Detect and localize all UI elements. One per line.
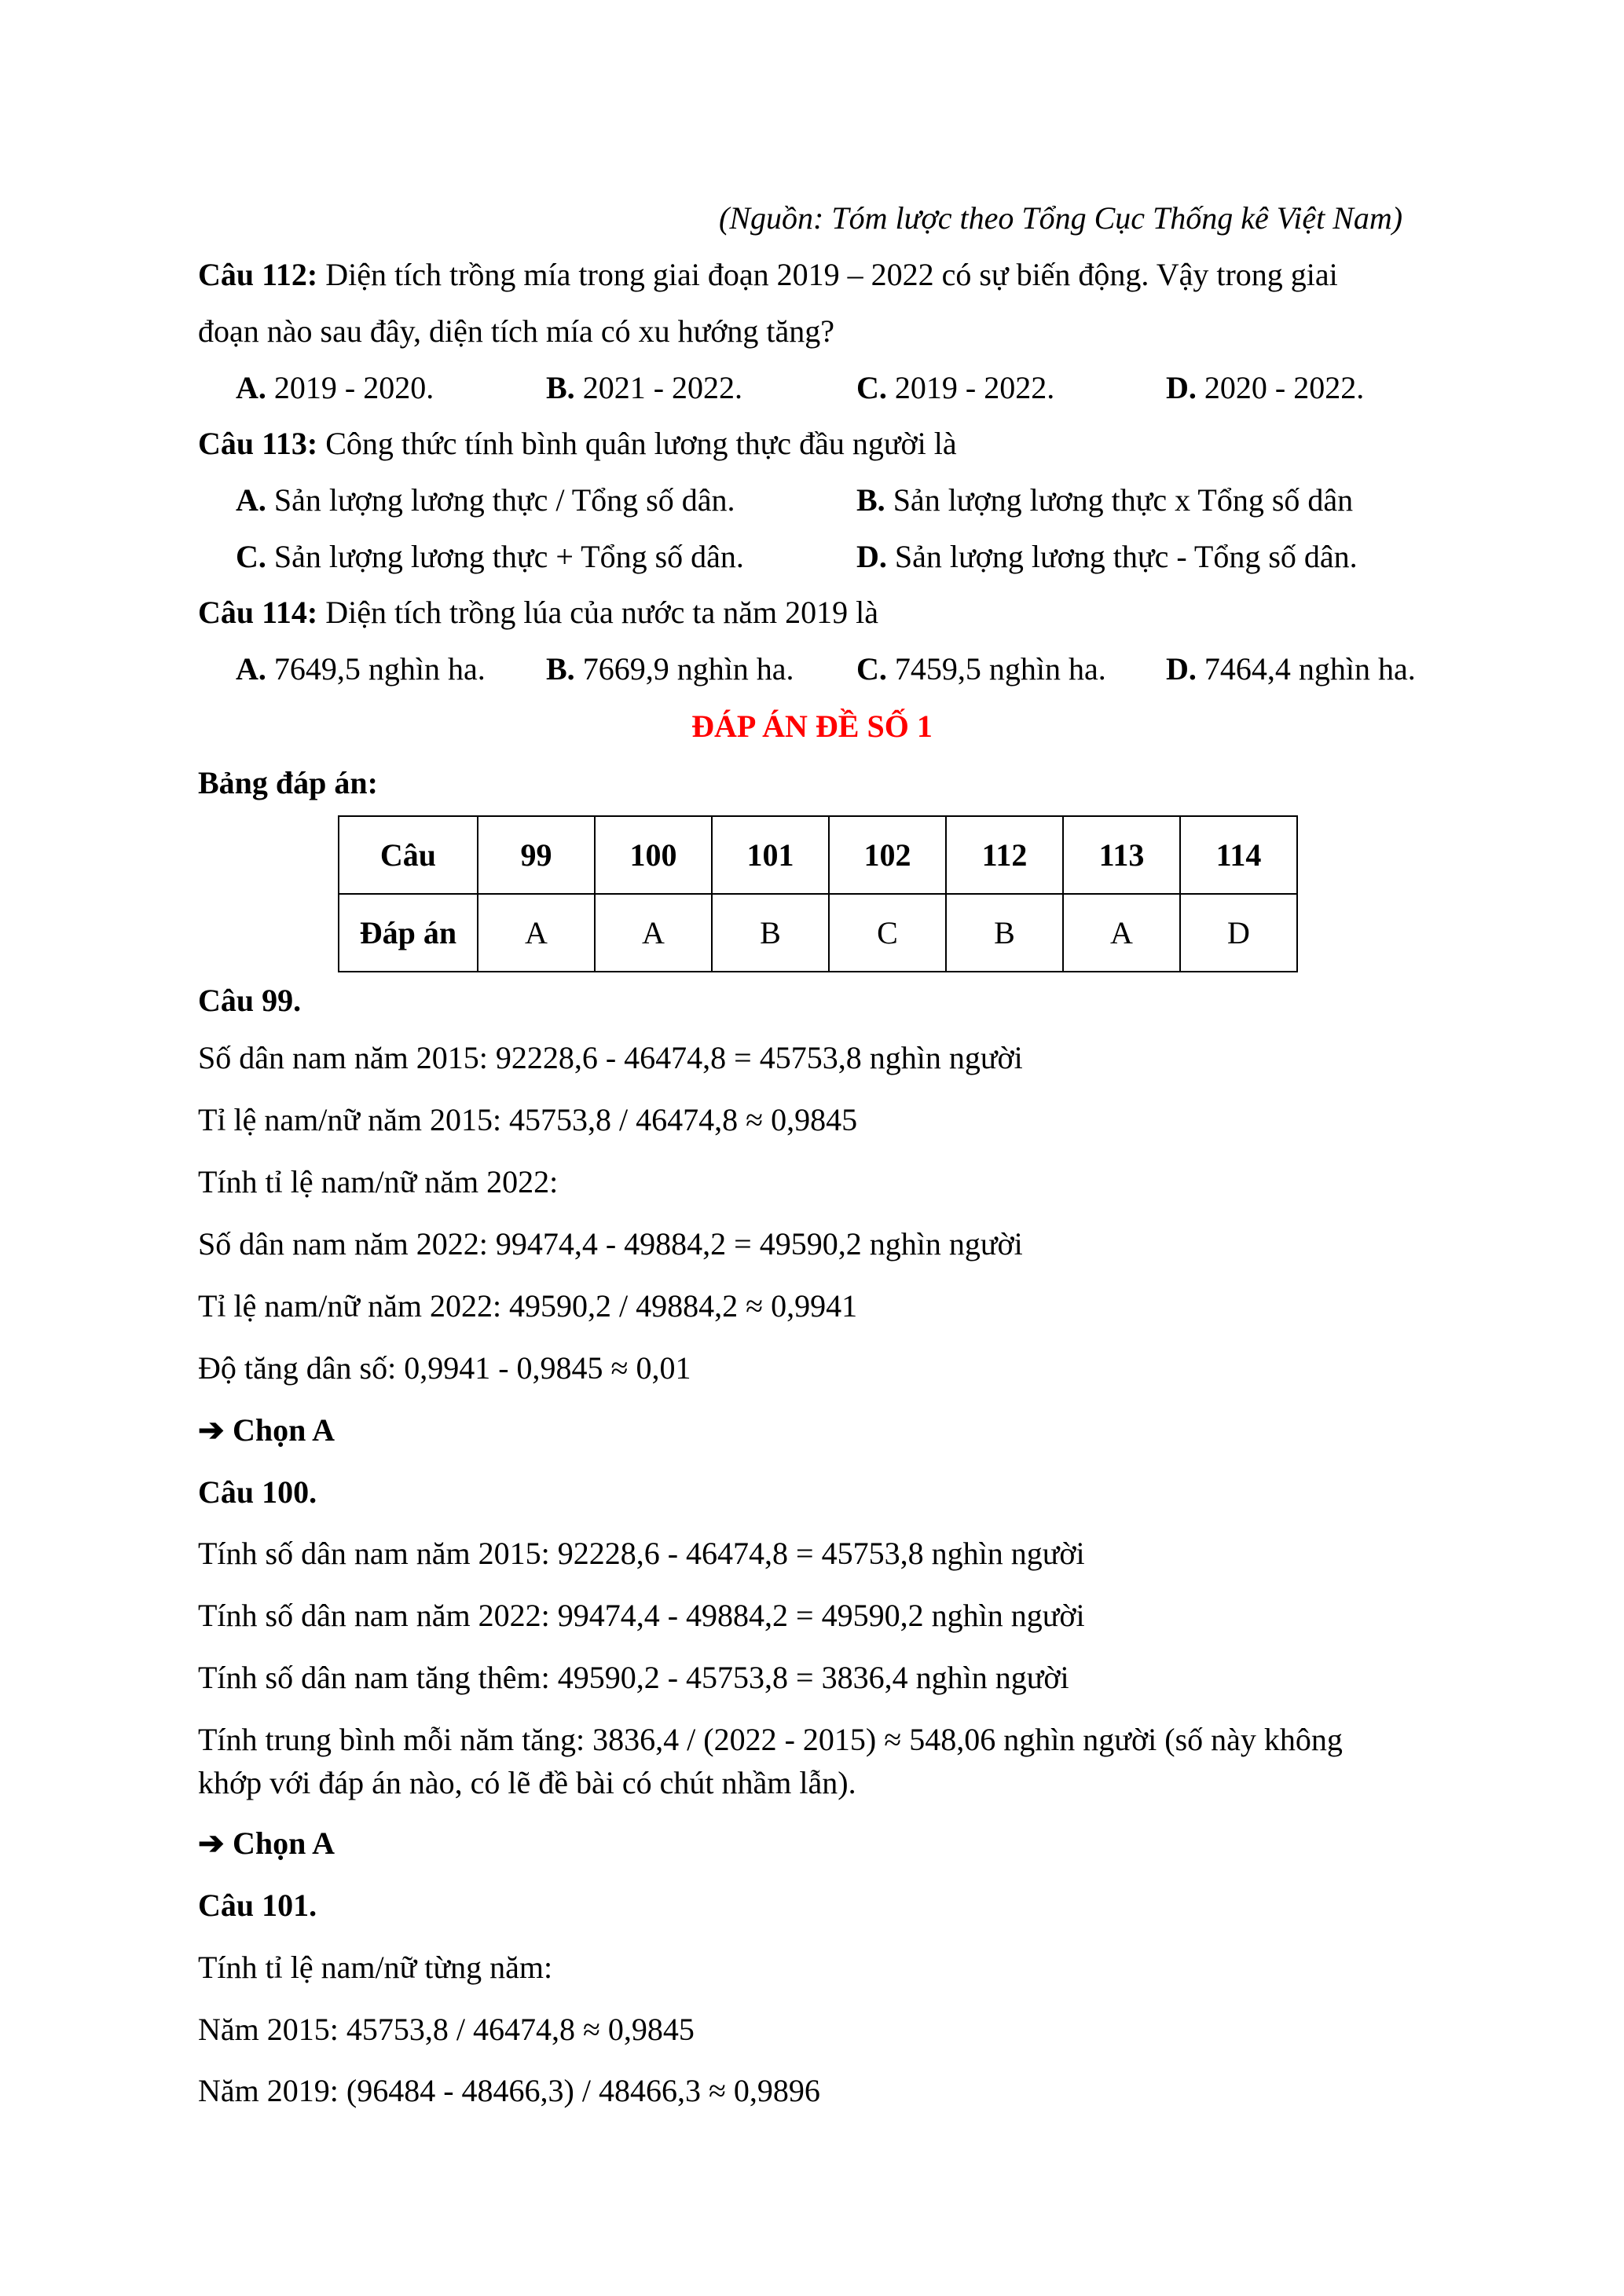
table-cell: B (712, 894, 829, 972)
table-cell: 100 (595, 816, 712, 894)
answer-table-label: Bảng đáp án: (198, 765, 378, 800)
table-cell: 102 (829, 816, 946, 894)
solution-line: Tính số dân nam năm 2015: 92228,6 - 46474,8 = 45753,8 nghìn người (198, 1536, 1085, 1571)
question-text: Diện tích trồng lúa của nước ta năm 2019 là (317, 595, 878, 630)
option-text: Sản lượng lương thực / Tổng số dân. (266, 482, 735, 518)
option-text: 2019 - 2022. (886, 370, 1055, 405)
option-key: A. (236, 370, 266, 405)
question-text: Công thức tính bình quân lương thực đầu người là (317, 426, 957, 461)
table-header-cell: Câu (339, 816, 478, 894)
solution-100-title: Câu 100. (198, 1474, 317, 1510)
option-text: Sản lượng lương thực + Tổng số dân. (266, 539, 744, 574)
option-d (856, 541, 1358, 573)
table-header-cell: Đáp án (339, 894, 478, 972)
table-cell: C (829, 894, 946, 972)
table-cell: A (478, 894, 595, 972)
arrow-right-icon: ➔ (198, 1412, 225, 1448)
option-c (856, 372, 1054, 404)
option-key: A. (236, 482, 266, 518)
option-b (856, 482, 1354, 518)
solution-line: Độ tăng dân số: 0,9941 - 0,9845 ≈ 0,01 (198, 1350, 691, 1386)
table-cell: A (1063, 894, 1180, 972)
solution-line: Tính trung bình mỗi năm tăng: 3836,4 / (2022 - 2015) ≈ 548,06 nghìn người (số này không (198, 1722, 1343, 1757)
question-112-continued: đoạn nào sau đây, diện tích mía có xu hướng tăng? (198, 313, 835, 349)
option-key: D. (856, 539, 887, 574)
solution-line: Số dân nam năm 2022: 99474,4 - 49884,2 = 49590,2 nghìn người (198, 1226, 1023, 1262)
question-112 (198, 259, 1338, 291)
option-d (1166, 372, 1364, 404)
arrow-right-icon: ➔ (198, 1825, 225, 1861)
table-cell: D (1180, 894, 1297, 972)
solution-line: Tính tỉ lệ nam/nữ từng năm: (198, 1950, 553, 1985)
table-row (339, 894, 1297, 972)
answer-title: ĐÁP ÁN ĐỀ SỐ 1 (691, 709, 933, 744)
table-cell: 101 (712, 816, 829, 894)
solution-line: Tính tỉ lệ nam/nữ năm 2022: (198, 1164, 559, 1199)
question-114 (198, 597, 878, 628)
solution-line: khớp với đáp án nào, có lẽ đề bài có chút nhầm lẫn). (198, 1765, 856, 1800)
option-key: D. (1166, 370, 1197, 405)
choice-text: Chọn A (233, 1412, 335, 1448)
solution-line: Tỉ lệ nam/nữ năm 2022: 49590,2 / 49884,2 ≈ 0,9941 (198, 1288, 858, 1324)
option-a (236, 651, 486, 687)
solution-line: Tỉ lệ nam/nữ năm 2015: 45753,8 / 46474,8 ≈ 0,9845 (198, 1102, 858, 1137)
solution-99-choice (198, 1412, 335, 1448)
option-key: B. (546, 370, 575, 405)
option-text: 2021 - 2022. (574, 370, 743, 405)
solution-line: Năm 2019: (96484 - 48466,3) / 48466,3 ≈ 0,9896 (198, 2073, 820, 2108)
table-row (339, 816, 1297, 894)
option-text: 7464,4 nghìn ha. (1196, 651, 1416, 687)
option-key: C. (236, 539, 266, 574)
source-note: (Nguồn: Tóm lược theo Tổng Cục Thống kê Việt Nam) (719, 200, 1403, 236)
option-a (236, 372, 434, 404)
answer-table (338, 815, 1298, 972)
option-key: A. (236, 651, 266, 687)
table-cell: A (595, 894, 712, 972)
option-key: B. (546, 651, 575, 687)
table-cell: B (946, 894, 1063, 972)
solution-line: Tính số dân nam năm 2022: 99474,4 - 49884,2 = 49590,2 nghìn người (198, 1598, 1085, 1633)
solution-line: Số dân nam năm 2015: 92228,6 - 46474,8 = 45753,8 nghìn người (198, 1040, 1023, 1075)
question-113 (198, 428, 957, 460)
option-b (546, 651, 794, 687)
solution-99-title: Câu 99. (198, 983, 302, 1018)
option-key: C. (856, 370, 887, 405)
question-label: Câu 113: (198, 426, 318, 461)
solution-line: Năm 2015: 45753,8 / 46474,8 ≈ 0,9845 (198, 2012, 695, 2047)
option-text: 7669,9 nghìn ha. (574, 651, 794, 687)
solution-100-choice (198, 1825, 335, 1861)
question-text: Diện tích trồng mía trong giai đoạn 2019 – 2022 có sự biến động. Vậy trong giai (317, 257, 1338, 292)
option-key: D. (1166, 651, 1197, 687)
option-key: B. (856, 482, 885, 518)
option-key: C. (856, 651, 887, 687)
option-text: 2020 - 2022. (1196, 370, 1365, 405)
question-label: Câu 112: (198, 257, 318, 292)
table-cell: 99 (478, 816, 595, 894)
option-c (856, 651, 1106, 687)
table-cell: 114 (1180, 816, 1297, 894)
option-text: Sản lượng lương thực x Tổng số dân (885, 482, 1354, 518)
option-b (546, 372, 742, 404)
option-text: 2019 - 2020. (266, 370, 434, 405)
option-text: Sản lượng lương thực - Tổng số dân. (886, 539, 1358, 574)
table-cell: 113 (1063, 816, 1180, 894)
option-c (236, 541, 744, 573)
table-cell: 112 (946, 816, 1063, 894)
option-text: 7649,5 nghìn ha. (266, 651, 486, 687)
solution-101-title: Câu 101. (198, 1888, 317, 1923)
option-text: 7459,5 nghìn ha. (886, 651, 1106, 687)
solution-line: Tính số dân nam tăng thêm: 49590,2 - 45753,8 = 3836,4 nghìn người (198, 1660, 1069, 1695)
option-a (236, 482, 735, 518)
option-d (1166, 651, 1416, 687)
choice-text: Chọn A (233, 1825, 335, 1861)
question-label: Câu 114: (198, 595, 318, 630)
